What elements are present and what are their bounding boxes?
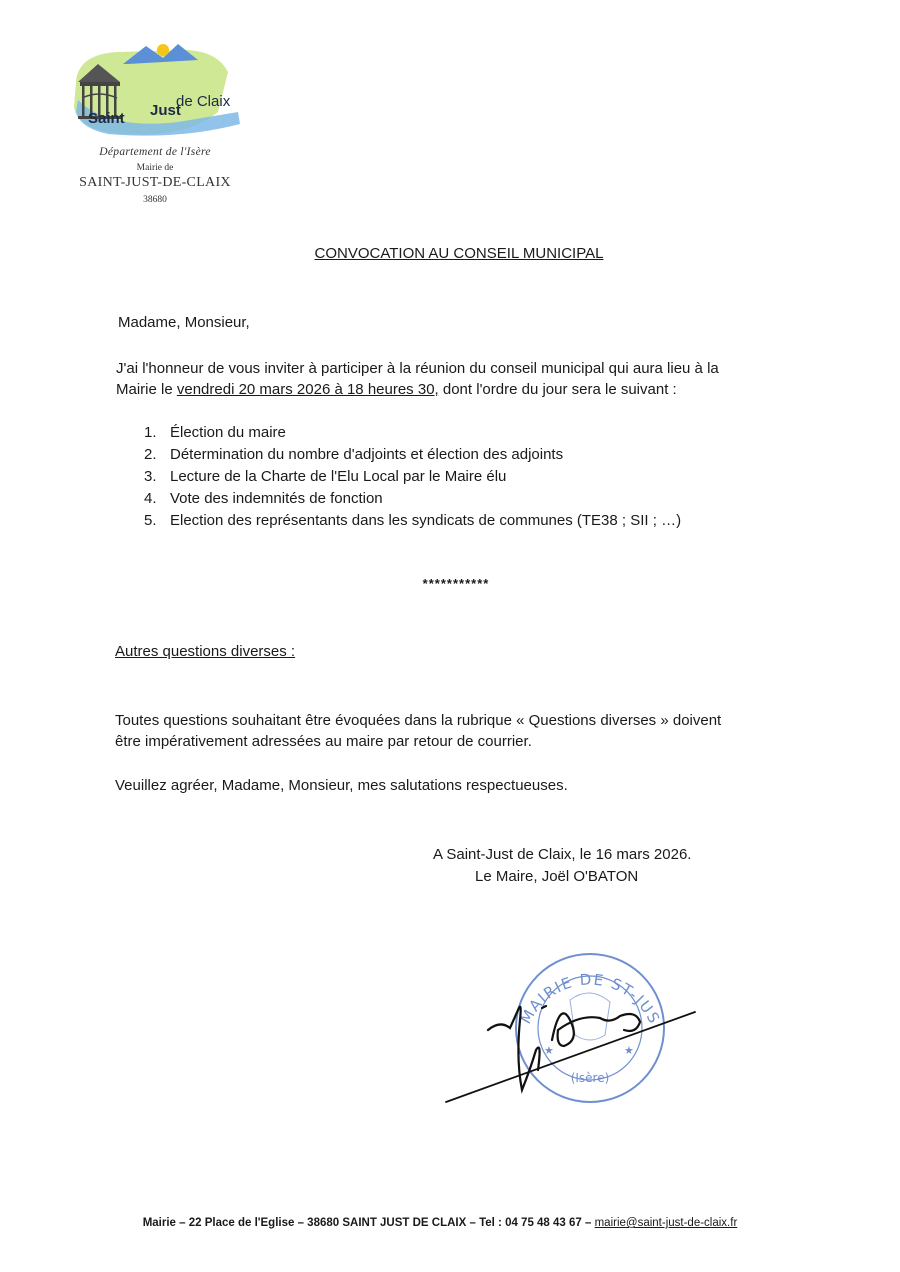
other-questions-paragraph (115, 710, 815, 752)
footer-address (0, 1217, 880, 1229)
agenda-item (118, 466, 681, 488)
intro-paragraph (116, 358, 816, 400)
svg-text:(Isère): (Isère) (570, 1071, 610, 1085)
agenda-item-number: 1. (144, 424, 157, 441)
agenda-item-text: Élection du maire (170, 424, 286, 441)
agenda-item-number: 3. (144, 468, 157, 485)
logo-graphic (68, 42, 243, 142)
agenda-item-text: Détermination du nombre d'adjoints et élection des adjoints (170, 446, 564, 463)
commune-name: SAINT-JUST-DE-CLAIX (79, 175, 231, 190)
official-stamp-icon (440, 950, 710, 1110)
intro-line-1: J'ai l'honneur de vous inviter à participer à la réunion du conseil municipal qui aura lieu à la (116, 360, 719, 377)
agenda-item-number: 5. (144, 512, 157, 529)
agenda-item (118, 510, 681, 532)
department-label: Département de l'Isère (99, 146, 211, 158)
commune-logo (68, 42, 243, 142)
logo-word-just: Just (150, 102, 181, 119)
postcode: 38680 (143, 195, 167, 205)
stamp-and-signature (440, 950, 710, 1110)
closing-formula: Veuillez agréer, Madame, Monsieur, mes salutations respectueuses. (115, 777, 568, 794)
section-separator: *********** (422, 576, 490, 591)
mairie-de-label: Mairie de (136, 163, 174, 173)
intro-pre: Mairie le (116, 381, 177, 398)
meeting-date: vendredi 20 mars 2026 à 18 heures 30, (176, 381, 439, 398)
svg-text:MAIRIE DE ST-JUST-DE-CLAIX: MAIRIE DE ST-JUS (516, 970, 664, 1028)
other-questions-heading: Autres questions diverses : (115, 643, 296, 660)
agenda-item (118, 422, 681, 444)
intro-post: dont l'ordre du jour sera le suivant : (438, 381, 677, 398)
place-and-date: A Saint-Just de Claix, le 16 mars 2026. (433, 846, 692, 863)
intro-line-2 (116, 379, 816, 400)
agenda-item-number: 2. (144, 446, 157, 463)
svg-text:★: ★ (544, 1044, 554, 1057)
agenda-item-text: Vote des indemnités de fonction (170, 490, 383, 507)
other-line-2: être impérativement adressées au maire par retour de courrier. (115, 733, 532, 750)
svg-text:★: ★ (624, 1044, 634, 1057)
other-line-1: Toutes questions souhaitant être évoquées dans la rubrique « Questions diverses » doivent (115, 712, 722, 729)
agenda-item-number: 4. (144, 490, 157, 507)
document-title: CONVOCATION AU CONSEIL MUNICIPAL (314, 245, 604, 262)
mayor-name: Le Maire, Joël O'BATON (475, 868, 639, 885)
footer-address-text: Mairie – 22 Place de l'Eglise – 38680 SAINT JUST DE CLAIX – Tel : 04 75 48 43 67 – (142, 1217, 595, 1229)
agenda-item (118, 444, 681, 466)
salutation: Madame, Monsieur, (118, 314, 250, 331)
logo-word-saint: Saint (88, 110, 125, 127)
agenda-item (118, 488, 681, 510)
agenda-item-text: Election des représentants dans les syndicats de communes (TE38 ; SII ; …) (170, 512, 682, 529)
footer-email-link[interactable]: mairie@saint-just-de-claix.fr (594, 1217, 738, 1229)
agenda-list (118, 422, 681, 532)
logo-word-de-claix: de Claix (176, 93, 231, 110)
agenda-item-text: Lecture de la Charte de l'Elu Local par le Maire élu (170, 468, 507, 485)
